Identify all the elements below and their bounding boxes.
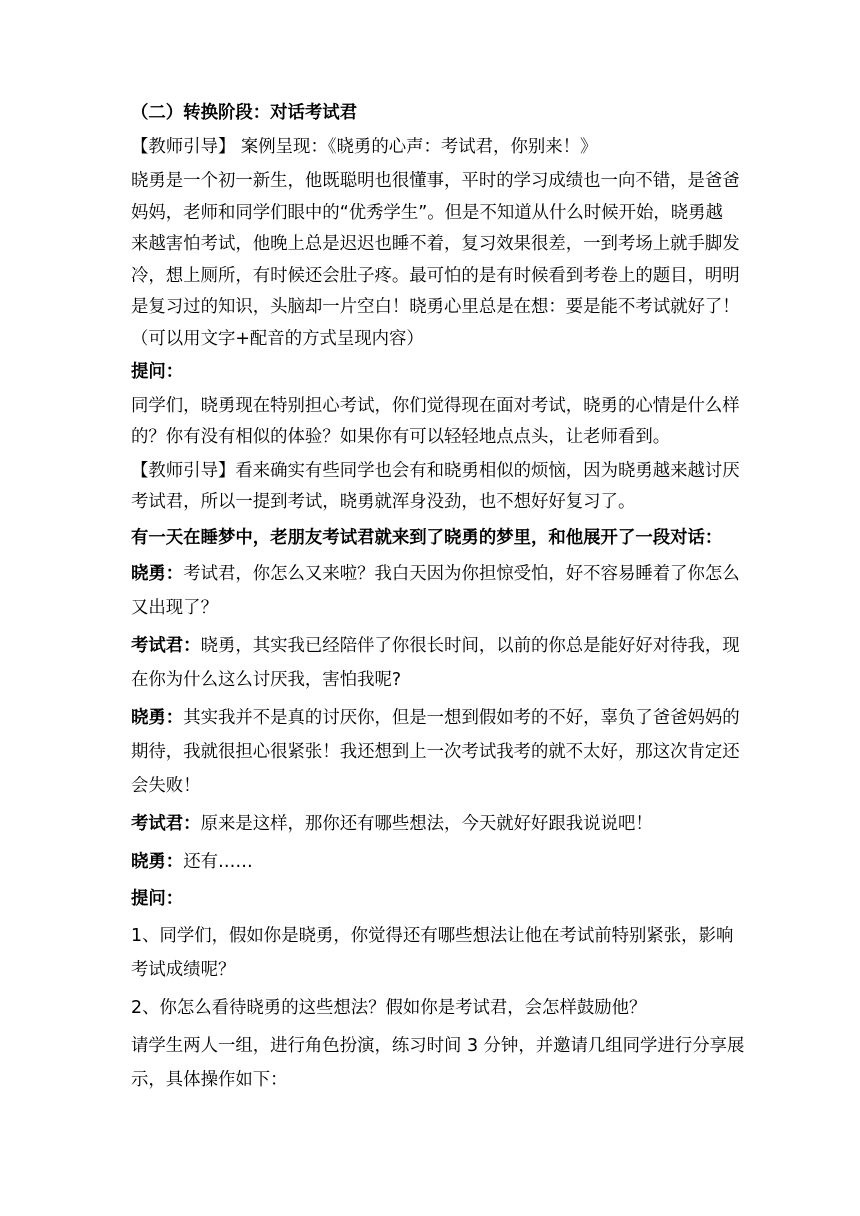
dialogue-text: 考试君，你怎么又来啦？我白天因为你担惊受怕，好不容易睡着了你怎么 <box>183 563 740 584</box>
document-body <box>131 98 745 1097</box>
teacher-guide-paragraph <box>131 456 740 519</box>
question-item <box>131 991 732 1025</box>
dialogue-first-line <box>131 807 732 841</box>
question-item-line: 考试成绩呢？ <box>131 959 236 980</box>
question-text-line: 的？你有没有相似的体验？如果你有可以轻轻地点点头，让老师看到。 <box>131 427 671 448</box>
activity-line: 示，具体操作如下： <box>131 1069 288 1090</box>
question-label: 提问： <box>131 362 184 383</box>
case-story-line: 冷，想上厕所，有时候还会肚子疼。最可怕的是有时候看到考卷上的题目，明明 <box>131 265 740 286</box>
dialogue-text: 原来是这样，那你还有哪些想法，今天就好好跟我说说吧！ <box>200 813 653 834</box>
question-text-line: 同学们，晓勇现在特别担心考试，你们觉得现在面对考试，晓勇的心情是什么样 <box>131 395 740 416</box>
dialogue-text: 还有…… <box>183 851 253 872</box>
question-item-line: 2、你怎么看待晓勇的这些想法？假如你是考试君，会怎样鼓励他？ <box>131 997 647 1018</box>
dialogue-text: 在你为什么这么讨厌我，害怕我呢? <box>131 669 402 690</box>
dialogue-line <box>131 701 740 803</box>
dialogue-line <box>131 629 740 697</box>
question-item <box>131 919 732 987</box>
teacher-guide-line: 考试君，所以一提到考试，晓勇就浑身没劲，也不想好好复习了。 <box>131 492 636 513</box>
speaker-name: 晓勇： <box>131 707 184 728</box>
activity-paragraph <box>131 1029 745 1097</box>
speaker-name: 考试君： <box>131 813 201 834</box>
speaker-name: 考试君： <box>131 635 201 656</box>
question-item-line: 1、同学们，假如你是晓勇，你觉得还有哪些想法让他在考试前特别紧张，影响 <box>131 925 734 946</box>
case-intro <box>131 132 732 162</box>
dialogue-line <box>131 807 732 841</box>
dialogue-first-line <box>131 845 732 879</box>
teacher-guide-line <box>131 456 740 488</box>
speaker-name: 晓勇： <box>131 851 184 872</box>
dialogue <box>131 557 740 879</box>
case-story <box>131 166 740 355</box>
dialogue-first-line <box>131 629 740 663</box>
case-story-line: 来越害怕考试，他晚上总是迟迟也睡不着，复习效果很差，一到考场上就手脚发 <box>131 234 740 255</box>
section-title: （二）转换阶段：对话考试君 <box>131 103 358 123</box>
dialogue-first-line <box>131 557 740 591</box>
teacher-guide-label: 【教师引导】 <box>131 460 236 481</box>
dialogue-text: 会失败！ <box>131 775 201 796</box>
case-story-line: 是复习过的知识，头脑却一片空白！晓勇心里总是在想：要是能不考试就好了！ <box>131 297 740 318</box>
activity-line: 请学生两人一组，进行角色扮演，练习时间 3 分钟，并邀请几组同学进行分享展 <box>131 1035 745 1056</box>
dialogue-text: 晓勇，其实我已经陪伴了你很长时间，以前的你总是能好好对待我，现 <box>200 635 740 656</box>
case-intro-text: 案例呈现：《晓勇的心声：考试君，你别来！》 <box>235 137 598 158</box>
case-story-line: （可以用文字+配音的方式呈现内容） <box>131 328 424 349</box>
dialogue-text: 又出现了？ <box>131 597 218 618</box>
dialogue-text: 期待，我就很担心很紧张！我还想到上一次考试我考的就不太好，那这次肯定还 <box>131 741 740 762</box>
teacher-guide-label: 【教师引导】 <box>131 137 236 158</box>
dialogue-line <box>131 557 740 625</box>
dialogue-line <box>131 845 732 879</box>
dialogue-first-line <box>131 701 740 735</box>
question-label: 提问： <box>131 888 184 909</box>
speaker-name: 晓勇： <box>131 563 184 584</box>
case-story-line: 妈妈，老师和同学们眼中的“优秀学生”。但是不知道从什么时候开始，晓勇越 <box>131 202 723 223</box>
dialogue-text: 其实我并不是真的讨厌你，但是一想到假如考的不好，辜负了爸爸妈妈的 <box>183 707 740 728</box>
teacher-guide-text: 看来确实有些同学也会有和晓勇相似的烦恼，因为晓勇越来越讨厌 <box>235 460 740 481</box>
question-text <box>131 391 740 454</box>
case-story-line: 晓勇是一个初一新生，他既聪明也很懂事，平时的学习成绩也一向不错，是爸爸 <box>131 171 740 192</box>
dream-intro: 有一天在睡梦中，老朋友考试君就来到了晓勇的梦里，和他展开了一段对话： <box>131 527 723 548</box>
